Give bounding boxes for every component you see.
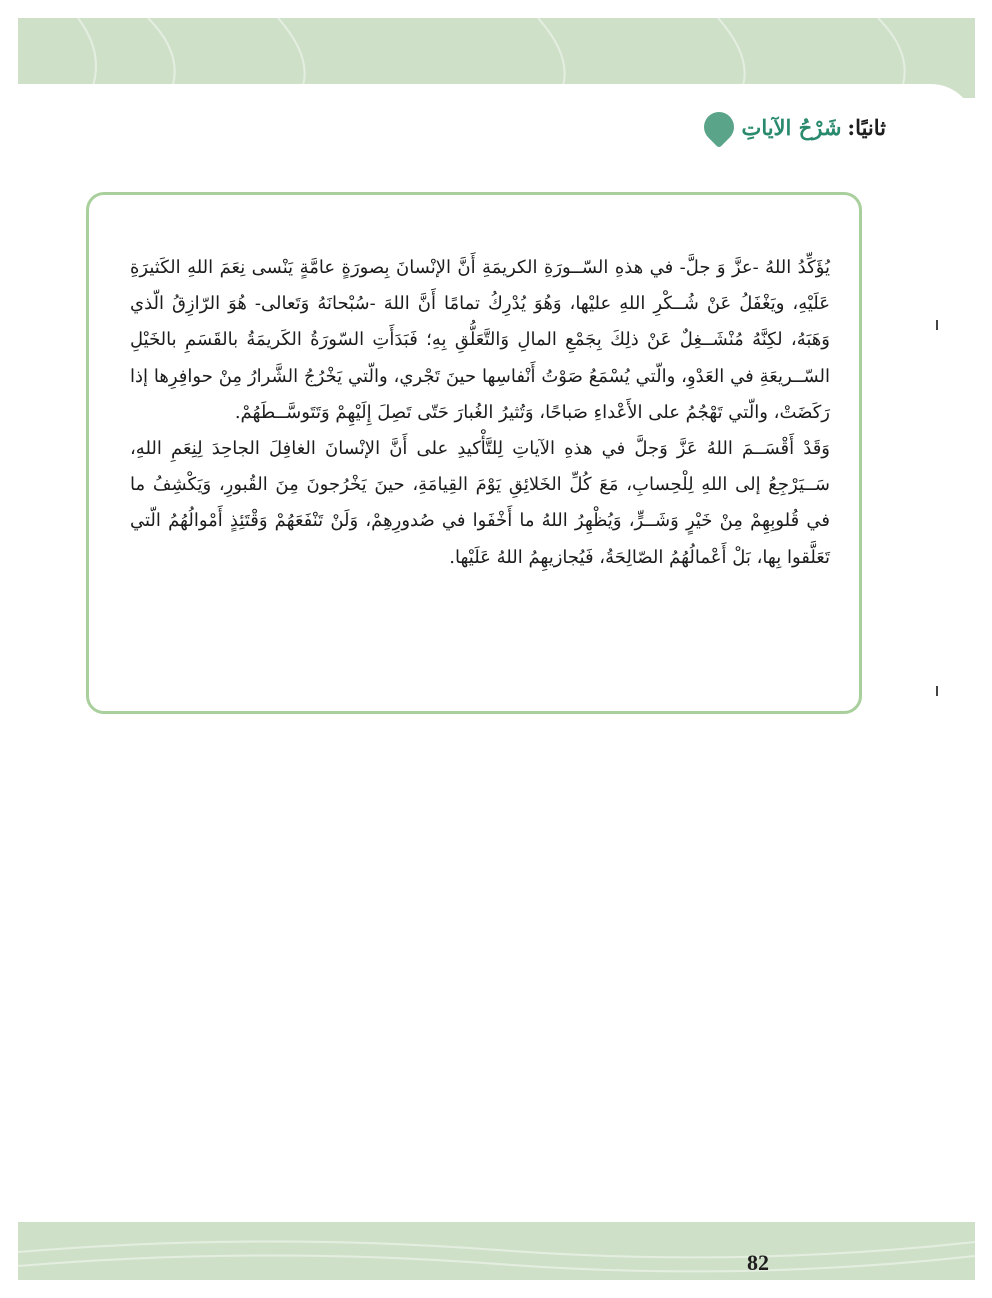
section-heading-title: شَرْحُ الآياتِ bbox=[741, 114, 842, 140]
scan-mark bbox=[936, 686, 938, 696]
explanation-paragraph-1: يُؤَكِّدُ اللهُ -عزَّ وَ جلَّ- في هذهِ السّــورَةِ الكريمَةِ أَنَّ الإنْسانَ بِصورَةٍ عامَّةٍ يَنْسى نِعَمَ اللهِ الكَثيرَةِ عَلَيْهِ، ويَغْفَلُ عَنْ شُــكْرِ اللهِ عليْها، وَهُوَ يُدْرِكُ تمامًا أَنَّ اللهَ -سُبْحانَهُ وَتَعالى- هُوَ الرّازِقُ الّذي وَهَبَهُ، لكِنَّهُ مُنْشَــغِلٌ عَنْ ذلِكَ بِجَمْعِ المالِ وَالتَّعَلُّقِ بِهِ؛ فَبَدَأَتِ السّورَةُ الكَريمَةُ بالقَسَمِ بالخَيْلِ السّــريعَةِ في العَدْوِ، والّتي يُسْمَعُ صَوْتُ أَنْفاسِها حينَ تَجْري، والّتي يَخْرُجُ الشَّرارُ مِنْ حوافِرِها إذا رَكَضَتْ، والّتي تَهْجُمُ على الأَعْداءِ صَباحًا، وَتُثيرُ الغُبارَ حَتّى تَصِلَ إِلَيْهِمْ وَتَتَوسَّــطَهُمْ. bbox=[130, 257, 830, 423]
bottom-decorative-band bbox=[18, 1222, 975, 1280]
scan-mark bbox=[936, 320, 938, 330]
explanation-paragraph-2: وَقَدْ أَقْسَــمَ اللهُ عَزَّ وَجلَّ في هذهِ الآياتِ لِلتَّأْكيدِ على أَنَّ الإنْسانَ الغافِلَ الجاحِدَ لِنِعَمِ اللهِ، سَــيَرْجِعُ إلى اللهِ لِلْحِسابِ، مَعَ كُلِّ الخَلائِقِ يَوْمَ القِيامَةِ، حينَ يَخْرُجونَ مِنَ القُبورِ، وَيَكْشِفُ ما في قُلوبِهِمْ مِنْ خَيْرٍ وَشَــرٍّ، وَيُظْهِرُ اللهُ ما أَخْفَوا في صُدورِهِمْ، وَلَنْ تَنْفَعَهُمْ وَقْتَئِذٍ أَمْوالُهُمُ الّتي تَعَلَّقوا بِها، بَلْ أَعْمالُهُمُ الصّالِحَةُ، فَيُجازيهِمُ اللهُ عَلَيْها. bbox=[130, 438, 830, 568]
wave-pattern-bottom bbox=[18, 1222, 975, 1280]
page-number: 82 bbox=[747, 1250, 769, 1275]
explanation-text bbox=[130, 250, 830, 576]
section-heading bbox=[704, 112, 886, 142]
section-heading-text bbox=[742, 115, 886, 140]
section-heading-label: ثانيًا: bbox=[847, 114, 886, 140]
leaf-bullet-icon bbox=[697, 106, 739, 148]
